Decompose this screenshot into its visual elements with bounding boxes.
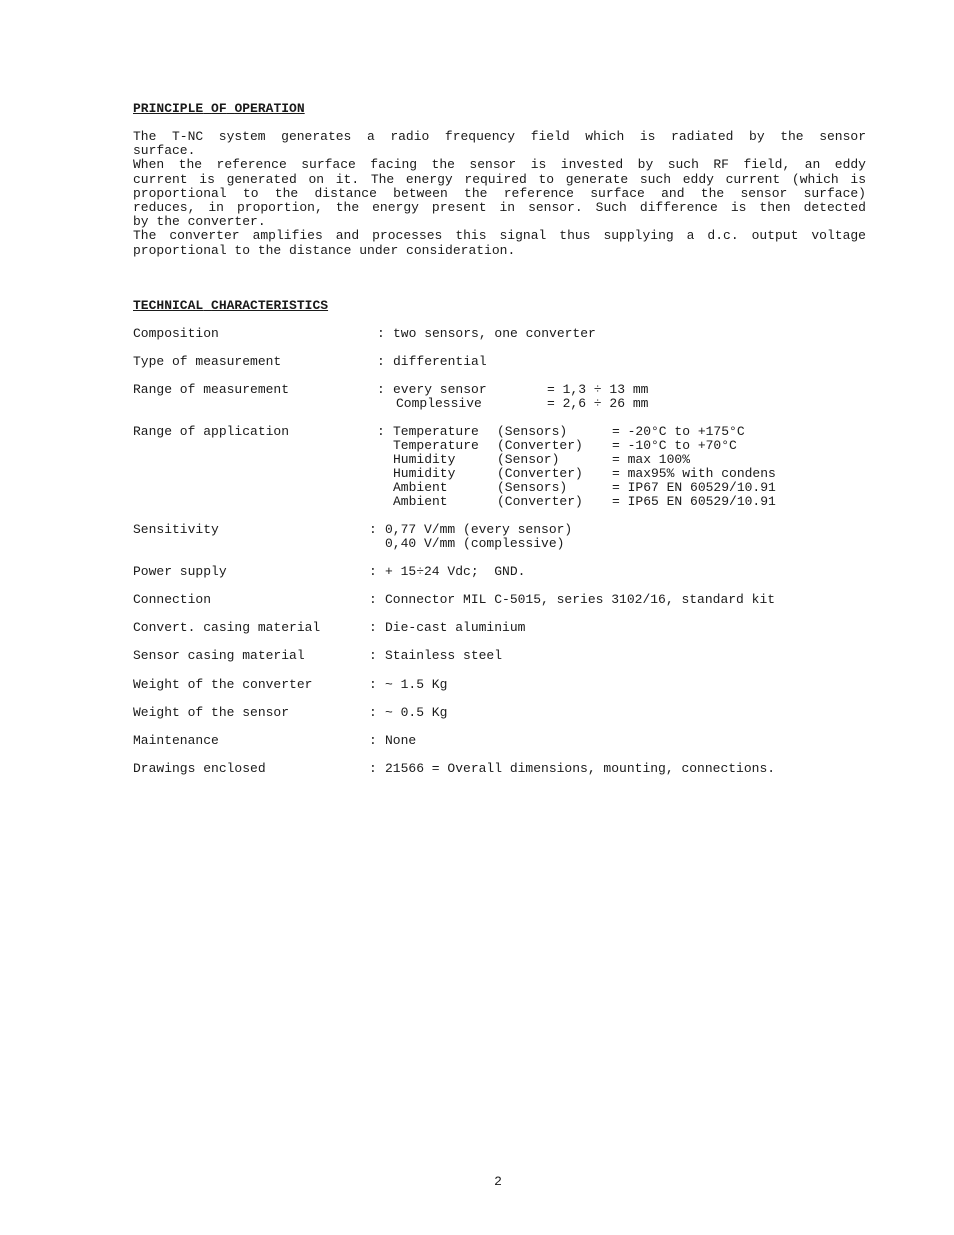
application-name: Ambient xyxy=(393,480,448,495)
spec-colon: : xyxy=(369,648,377,663)
spec-value: 21566 = Overall dimensions, mounting, connections. xyxy=(385,761,776,776)
paragraph-line: When the reference surface facing the sensor is invested by such RF field, an eddy xyxy=(133,157,866,173)
spec-colon: : xyxy=(369,522,377,537)
spec-label: Weight of the sensor xyxy=(133,705,290,720)
spec-value: ~ 1.5 Kg xyxy=(385,677,448,692)
spec-value: ~ 0.5 Kg xyxy=(385,705,448,720)
sensitivity-value: 0,40 V/mm (complessive) xyxy=(385,536,565,551)
technical-heading xyxy=(133,299,328,313)
spec-colon: : xyxy=(369,705,377,720)
application-name: Humidity xyxy=(393,466,456,481)
spec-colon: : xyxy=(369,733,377,748)
spec-value: Stainless steel xyxy=(385,648,503,663)
application-name: Humidity xyxy=(393,452,456,467)
spec-label: Convert. casing material xyxy=(133,620,321,635)
spec-label: Power supply xyxy=(133,564,227,579)
paragraph-line: by the converter. xyxy=(133,214,266,230)
spec-label: Range of application xyxy=(133,424,290,439)
spec-label: Sensitivity xyxy=(133,522,219,537)
paragraph-line: proportional to the distance under consideration. xyxy=(133,242,516,258)
application-value: = IP65 EN 60529/10.91 xyxy=(612,494,776,509)
spec-label: Range of measurement xyxy=(133,382,290,397)
paragraph-line: proportional to the distance between the reference surface and the sensor surface) xyxy=(133,185,866,201)
range-name: every sensor xyxy=(393,382,487,397)
spec-colon: : xyxy=(369,620,377,635)
spec-label: Drawings enclosed xyxy=(133,761,266,776)
application-part: (Sensor) xyxy=(497,452,560,467)
spec-colon: : xyxy=(377,382,385,397)
spec-value: differential xyxy=(393,354,487,369)
application-part: (Converter) xyxy=(497,466,583,481)
paragraph-line: current is generated on it. The energy required to generate such eddy current (which is xyxy=(133,171,866,187)
range-value: = 1,3 ÷ 13 mm xyxy=(547,382,649,397)
page-number: 2 xyxy=(494,1174,502,1189)
principle-heading xyxy=(133,102,305,116)
spec-label: Connection xyxy=(133,592,212,607)
principle-heading-word: OPERATION xyxy=(234,101,305,116)
application-value: = -20°C to +175°C xyxy=(612,424,745,439)
spec-colon: : xyxy=(369,761,377,776)
application-part: (Converter) xyxy=(497,494,583,509)
paragraph-line: The converter amplifies and processes this signal thus supplying a d.c. output voltage xyxy=(133,228,866,244)
application-value: = max 100% xyxy=(612,452,691,467)
spec-value: two sensors, one converter xyxy=(393,326,596,341)
application-part: (Converter) xyxy=(497,438,583,453)
paragraph-line: reduces, in proportion, the energy present in sensor. Such difference is then detected xyxy=(133,200,866,216)
spec-colon: : xyxy=(377,354,385,369)
paragraph-line: surface. xyxy=(133,143,196,159)
spec-colon: : xyxy=(377,424,385,439)
spec-label: Weight of the converter xyxy=(133,677,313,692)
spec-colon: : xyxy=(369,592,377,607)
range-value: = 2,6 ÷ 26 mm xyxy=(547,396,649,411)
spec-value: Connector MIL C-5015, series 3102/16, standard kit xyxy=(385,592,776,607)
principle-heading-word: PRINCIPLE xyxy=(133,101,204,116)
spec-colon: : xyxy=(369,564,377,579)
application-value: = max95% with condens xyxy=(612,466,776,481)
spec-colon: : xyxy=(369,677,377,692)
spec-label: Sensor casing material xyxy=(133,648,305,663)
spec-value: + 15÷24 Vdc; GND. xyxy=(385,564,526,579)
paragraph-line: The T-NC system generates a radio frequency field which is radiated by the sensor xyxy=(133,129,866,144)
application-value: = -10°C to +70°C xyxy=(612,438,737,453)
application-name: Temperature xyxy=(393,438,479,453)
spec-label: Maintenance xyxy=(133,733,219,748)
technical-heading-word: CHARACTERISTICS xyxy=(211,298,329,313)
spec-colon: : xyxy=(377,326,385,341)
spec-label: Composition xyxy=(133,326,219,341)
principle-paragraph xyxy=(133,130,866,258)
sensitivity-value: 0,77 V/mm (every sensor) xyxy=(385,522,573,537)
range-name: Complessive xyxy=(396,396,482,411)
application-name: Ambient xyxy=(393,494,448,509)
technical-heading-word: TECHNICAL xyxy=(133,298,204,313)
spec-drawings-enclosed xyxy=(133,761,776,832)
spec-label: Type of measurement xyxy=(133,354,282,369)
spec-value: None xyxy=(385,733,417,748)
application-part: (Sensors) xyxy=(497,424,568,439)
principle-heading-word: OF xyxy=(211,101,227,116)
application-value: = IP67 EN 60529/10.91 xyxy=(612,480,776,495)
application-name: Temperature xyxy=(393,424,479,439)
spec-value: Die-cast aluminium xyxy=(385,620,526,635)
application-part: (Sensors) xyxy=(497,480,568,495)
